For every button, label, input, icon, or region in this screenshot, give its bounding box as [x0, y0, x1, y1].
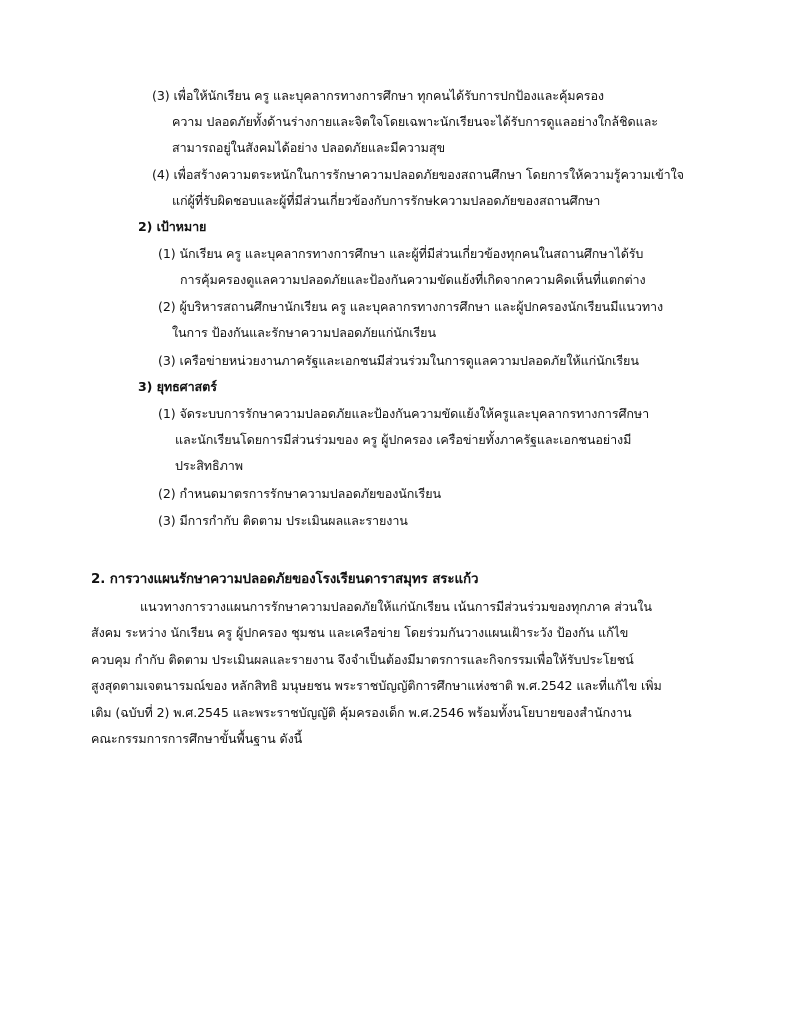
strategy-1-line-2: และนักเรียนโดยการมีส่วนร่วมของ ครู ผู้ปกครอง เครือข่ายทั้งภาครัฐและเอกชนอย่างมี: [175, 432, 632, 447]
section-2-para-line-1: แนวทางการวางแผนการรักษาความปลอดภัยให้แก่นักเรียน เน้นการมีส่วนร่วมของทุกภาค ส่วนใน: [140, 599, 652, 614]
strategy-heading: 3) ยุทธศาสตร์: [138, 379, 217, 394]
strategy-1-line-3: ประสิทธิภาพ: [175, 458, 243, 473]
section-2-para-line-3: ควบคุม กำกับ ติดตาม ประเมินผลและรายงาน จึงจำเป็นต้องมีมาตรการและกิจกรรมเพื่อให้รับประโยชน์: [91, 652, 634, 667]
objective-3-line-2: ความ ปลอดภัยทั้งด้านร่างกายและจิตใจโดยเฉพาะนักเรียนจะได้รับการดูแลอย่างใกล้ชิดและ: [172, 114, 658, 129]
target-3: (3) เครือข่ายหน่วยงานภาครัฐและเอกชนมีส่วนร่วมในการดูแลความปลอดภัยให้แก่นักเรียน: [158, 353, 639, 368]
objective-4-line-2: แก่ผู้ที่รับผิดชอบและผู้ที่มีส่วนเกี่ยวข้องกับการรักษkความปลอดภัยของสถานศึกษา: [172, 193, 601, 208]
strategy-3: (3) มีการกำกับ ติดตาม ประเมินผลและรายงาน: [158, 513, 408, 528]
section-2-para-line-6: คณะกรรมการการศึกษาขั้นพื้นฐาน ดังนี้: [91, 731, 303, 746]
objective-4-line-1: (4) เพื่อสร้างความตระหนักในการรักษาความปลอดภัยของสถานศึกษา โดยการให้ความรู้ความเข้าใจ: [152, 167, 684, 182]
section-2-heading: 2. การวางแผนรักษาความปลอดภัยของโรงเรียนดาราสมุทร สระแก้ว: [91, 572, 479, 587]
objective-3-line-1: (3) เพื่อให้นักเรียน ครู และบุคลากรทางการศึกษา ทุกคนได้รับการปกป้องและคุ้มครอง: [152, 88, 604, 103]
strategy-2: (2) กำหนดมาตรการรักษาความปลอดภัยของนักเรียน: [158, 486, 441, 501]
target-2-line-2: ในการ ป้องกันและรักษาความปลอดภัยแก่นักเรียน: [172, 325, 436, 340]
section-2-para-line-2: สังคม ระหว่าง นักเรียน ครู ผู้ปกครอง ชุมชน และเครือข่าย โดยร่วมกันวางแผนเฝ้าระวัง ป้องกัน แก้ไข: [91, 625, 629, 640]
strategy-1-line-1: (1) จัดระบบการรักษาความปลอดภัยและป้องกันความขัดแย้งให้ครูและบุคลากรทางการศึกษา: [158, 406, 650, 421]
target-1-line-2: การคุ้มครองดูแลความปลอดภัยและป้องกันความขัดแย้งที่เกิดจากความคิดเห็นที่แตกต่าง: [180, 272, 646, 287]
section-2-para-line-4: สูงสุดตามเจตนารมณ์ของ หลักสิทธิ มนุษยชน พระราชบัญญัติการศึกษาแห่งชาติ พ.ศ.2542 และที่แก้ไข เพิ่ม: [91, 678, 662, 693]
target-2-line-1: (2) ผู้บริหารสถานศึกษานักเรียน ครู และบุคลากรทางการศึกษา และผู้ปกครองนักเรียนมีแนวทาง: [158, 299, 664, 314]
target-1-line-1: (1) นักเรียน ครู และบุคลากรทางการศึกษา และผู้ที่มีส่วนเกี่ยวข้องทุกคนในสถานศึกษาได้รับ: [158, 246, 644, 261]
section-2-para-line-5: เติม (ฉบับที่ 2) พ.ศ.2545 และพระราชบัญญัติ คุ้มครองเด็ก พ.ศ.2546 พร้อมทั้งนโยบายของสำนักงาน: [91, 705, 632, 720]
targets-heading: 2) เป้าหมาย: [138, 219, 207, 234]
objective-3-line-3: สามารถอยู่ในสังคมได้อย่าง ปลอดภัยและมีความสุข: [172, 140, 445, 155]
